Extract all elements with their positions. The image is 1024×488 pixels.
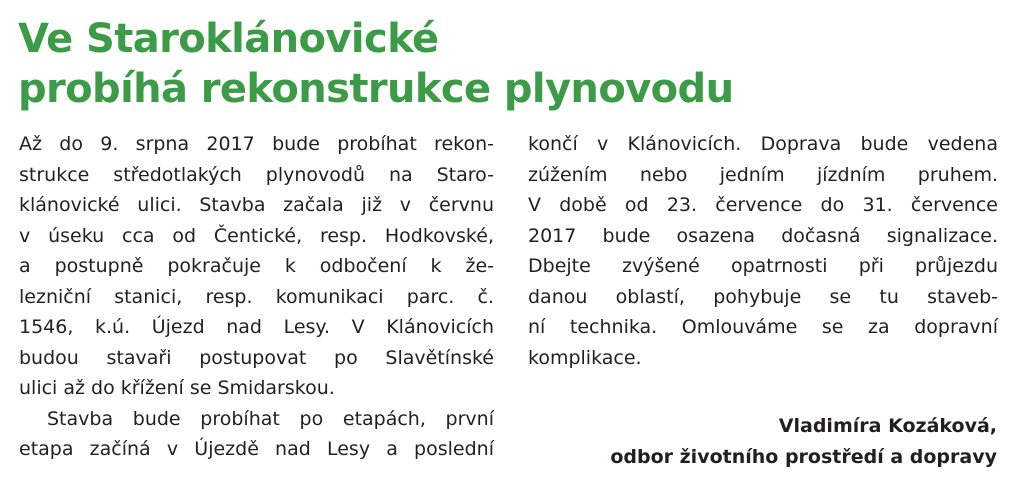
author-department: odbor životního prostředí a dopravy: [610, 445, 997, 468]
headline-line-2: probíhá rekonstrukce plynovodu: [18, 66, 734, 112]
body-line: komplikace.: [528, 346, 642, 369]
body-line-paragraph-start: Stavba bude probíhat po etapách, první: [47, 407, 494, 430]
body-line: Dbejte zvýšené opatrnosti při průjezdu: [528, 255, 998, 277]
body-line: Až do 9. srpna 2017 bude probíhat rekon-: [19, 133, 494, 155]
body-line: v úseku cca od Čentické, resp. Hodkovské,: [19, 224, 494, 247]
article-headline: [18, 14, 733, 114]
body-line: lezniční stanici, resp. komunikaci parc. č.: [19, 285, 494, 308]
article-body-left-column: [19, 129, 494, 465]
article-body-right-column: [528, 129, 998, 373]
body-line: ulici až do křížení se Smidarskou.: [19, 377, 335, 399]
body-line: strukce středotlakých plynovodů na Staro-: [19, 163, 494, 186]
body-line: končí v Klánovicích. Doprava bude vedena: [528, 133, 998, 155]
headline-line-1: Ve Staroklánovické: [18, 16, 439, 62]
body-line: danou oblastí, pohybuje se tu staveb-: [528, 285, 998, 308]
author-name: Vladimíra Kozáková,: [778, 415, 997, 437]
body-line: budou stavaři postupovat po Slavětínské: [19, 346, 494, 369]
body-line: 2017 bude osazena dočasná signalizace.: [528, 224, 998, 247]
author-signature: [610, 411, 997, 472]
body-line: klánovické ulici. Stavba začala již v červnu: [19, 194, 494, 216]
body-line: a postupně pokračuje k odbočení k že-: [19, 255, 494, 277]
body-line: etapa začíná v Újezdě nad Lesy a poslední: [19, 438, 494, 460]
body-line: V době od 23. července do 31. července: [528, 194, 998, 216]
body-line: ní technika. Omlouváme se za dopravní: [528, 316, 998, 338]
body-line: 1546, k.ú. Újezd nad Lesy. V Klánovicích: [19, 316, 494, 338]
body-line: zúžením nebo jedním jízdním pruhem.: [528, 163, 998, 186]
